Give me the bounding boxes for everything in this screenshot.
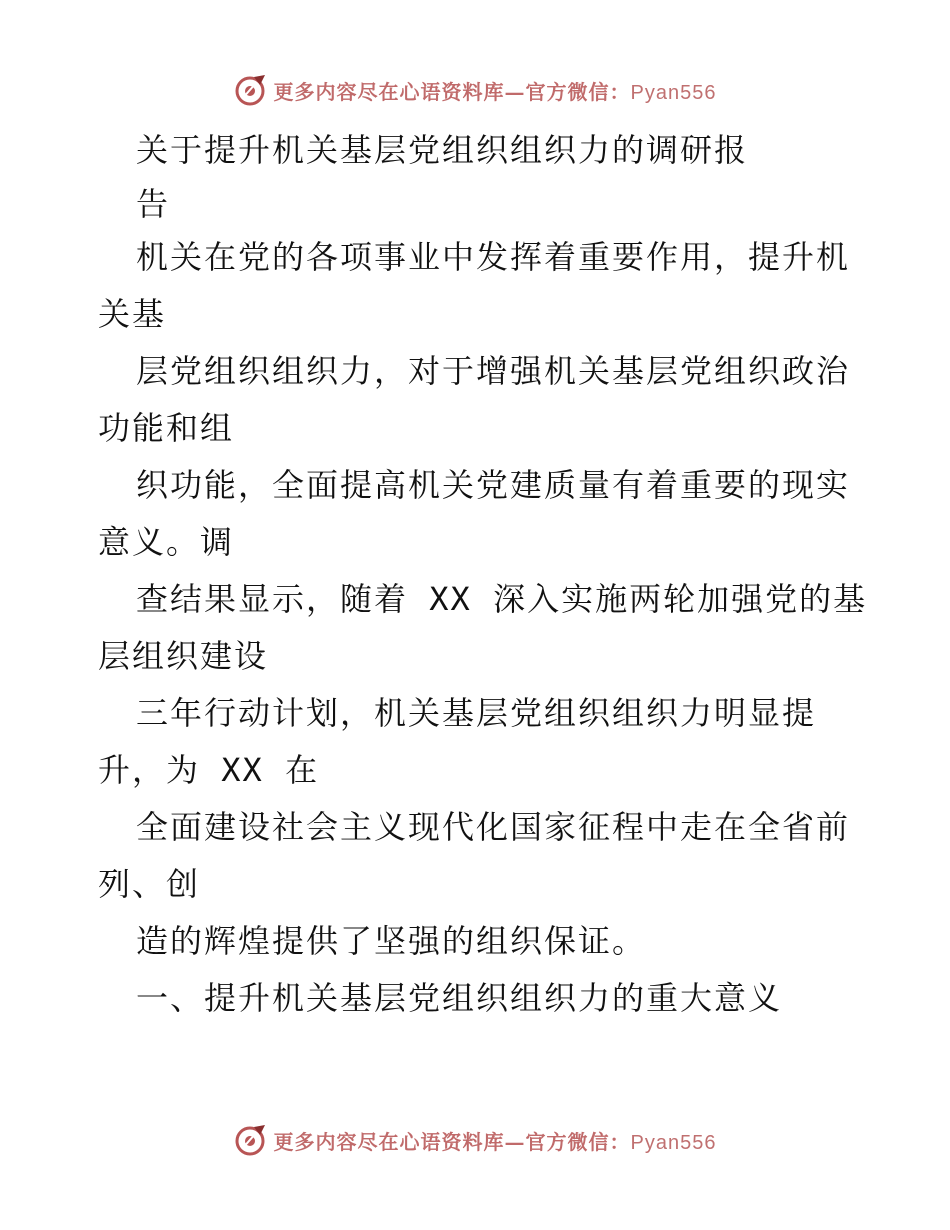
text-line: 三年行动计划，机关基层党组织组织力明显提 — [136, 694, 817, 732]
text-line: 造的辉煌提供了坚强的组织保证。 — [136, 922, 647, 960]
title-line-1: 关于提升机关基层党组织组织力的调研报 — [136, 131, 749, 169]
header-watermark-handle: Pyan556 — [630, 81, 717, 104]
text-line: 列、创 — [98, 865, 201, 903]
text-line: 层党组织组织力，对于增强机关基层党组织政治 — [136, 352, 851, 390]
header-watermark-banner — [0, 70, 950, 110]
footer-watermark-banner — [0, 1120, 950, 1160]
footer-watermark-text: 更多内容尽在心语资料库—官方微信：Pyan556 — [273, 1129, 717, 1154]
header-watermark-text: 更多内容尽在心语资料库—官方微信：Pyan556 — [273, 79, 717, 104]
footer-watermark-handle: Pyan556 — [630, 1131, 717, 1154]
text-line: 意义。调 — [98, 523, 235, 561]
document-body — [98, 122, 868, 1027]
brush-logo-icon — [234, 73, 268, 107]
text-line: 织功能，全面提高机关党建质量有着重要的现实 — [136, 466, 851, 504]
text-line: 查结果显示，随着 XX 深入实施两轮加强党的基 — [136, 580, 868, 618]
text-line: 层组织建设 — [98, 637, 269, 675]
section-heading: 一、提升机关基层党组织组织力的重大意义 — [136, 979, 783, 1017]
title-line-2: 告 — [136, 185, 171, 223]
text-line: 升，为 XX 在 — [98, 751, 320, 789]
text-line: 关基 — [98, 295, 167, 333]
text-line: 机关在党的各项事业中发挥着重要作用，提升机 — [136, 238, 851, 276]
brush-logo-icon — [234, 1123, 268, 1157]
text-line: 功能和组 — [98, 409, 235, 447]
text-line: 全面建设社会主义现代化国家征程中走在全省前 — [136, 808, 851, 846]
